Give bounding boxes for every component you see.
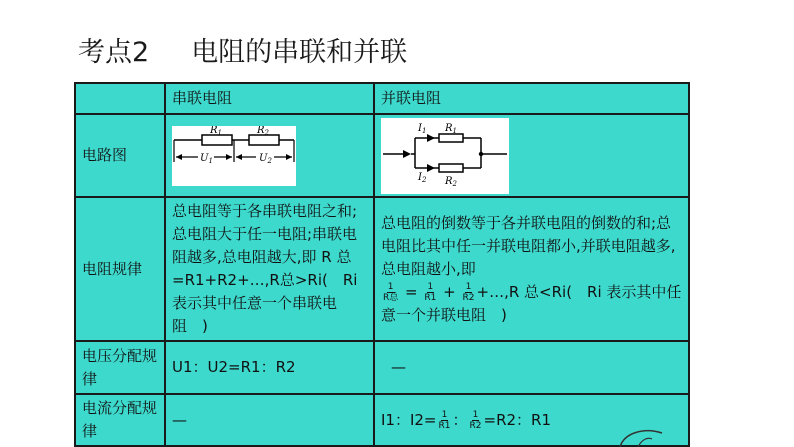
series-voltage-rule: U1：U2=R1：R2: [165, 341, 374, 394]
current-ratio-tail: =R2：R1: [483, 410, 552, 429]
table-row-voltage: [75, 341, 689, 394]
topic-number: 考点2: [78, 37, 150, 68]
corner-decoration: [618, 425, 664, 447]
parallel-rule-text: 总电阻的倒数等于各并联电阻的倒数的和;总电阻比其中任一并联电阻都小,并联电阻越多,总电阻越小,即: [381, 213, 676, 278]
series-label-r1: $R_1$: [210, 125, 222, 137]
parallel-current-rule: I1：I2= $\frac{1}{R1}$ ： $\frac{1}{R2}$ =R2：R1: [374, 394, 689, 446]
series-resistance-rule: 总电阻等于各串联电阻之和;总电阻大于任一电阻;串联电阻越多,总电阻越大,即 R 总=R1+R2+…,R总>Ri( Ri表示其中任意一个串联电阻 ): [165, 197, 374, 341]
parallel-label-r1: $R_1$: [445, 122, 457, 135]
fraction-inverse-r2: $\frac{1}{R2}$: [462, 281, 475, 303]
series-circuit-diagram: [172, 126, 296, 186]
topic-title: 电阻的串联和并联: [191, 37, 408, 68]
parallel-circuit-cell: [374, 114, 689, 197]
header-empty-cell: [75, 83, 165, 114]
header-parallel: 并联电阻: [374, 83, 689, 114]
comparison-table: [74, 82, 690, 447]
parallel-voltage-rule: —: [374, 341, 689, 394]
table-row-circuit: [75, 114, 689, 197]
series-current-rule: —: [165, 394, 374, 446]
row-label-circuit: 电路图: [75, 114, 165, 197]
current-ratio-lead: I1：I2=: [381, 410, 437, 429]
plus-sign: +: [443, 282, 456, 301]
parallel-rule-tail: +…,R 总<Ri( Ri 表示其中任意一个并联电阻 ): [381, 282, 682, 324]
table-row-resistance-rule: [75, 197, 689, 341]
header-series: 串联电阻: [165, 83, 374, 114]
row-label-voltage: 电压分配规律: [75, 341, 165, 394]
row-label-resistance-rule: 电阻规律: [75, 197, 165, 341]
table-header-row: [75, 83, 689, 114]
equals-sign: =: [405, 282, 418, 301]
parallel-circuit-diagram: [381, 118, 509, 194]
table-row-current: [75, 394, 689, 446]
parallel-label-i2: $I_2$: [418, 171, 427, 184]
series-label-u2: $U_2$: [259, 152, 272, 165]
row-label-current: 电流分配规律: [75, 394, 165, 446]
fraction-inverse-total: $\frac{1}{\text{R总}}$: [383, 281, 399, 303]
parallel-resistance-rule: [374, 197, 689, 341]
page-title: [78, 30, 407, 69]
series-label-r2: $R_2$: [257, 125, 269, 137]
fraction-inverse-r1: $\frac{1}{R1}$: [438, 409, 451, 431]
parallel-resistor-r2: [439, 164, 463, 172]
fraction-inverse-r1: $\frac{1}{R1}$: [424, 281, 437, 303]
parallel-label-r2: $R_2$: [445, 175, 457, 187]
series-label-u1: $U_1$: [200, 152, 213, 165]
fraction-inverse-r2: $\frac{1}{R2}$: [469, 409, 482, 431]
series-circuit-cell: [165, 114, 374, 197]
parallel-label-i1: $I_1$: [418, 122, 427, 135]
parallel-resistor-r1: [439, 134, 463, 142]
